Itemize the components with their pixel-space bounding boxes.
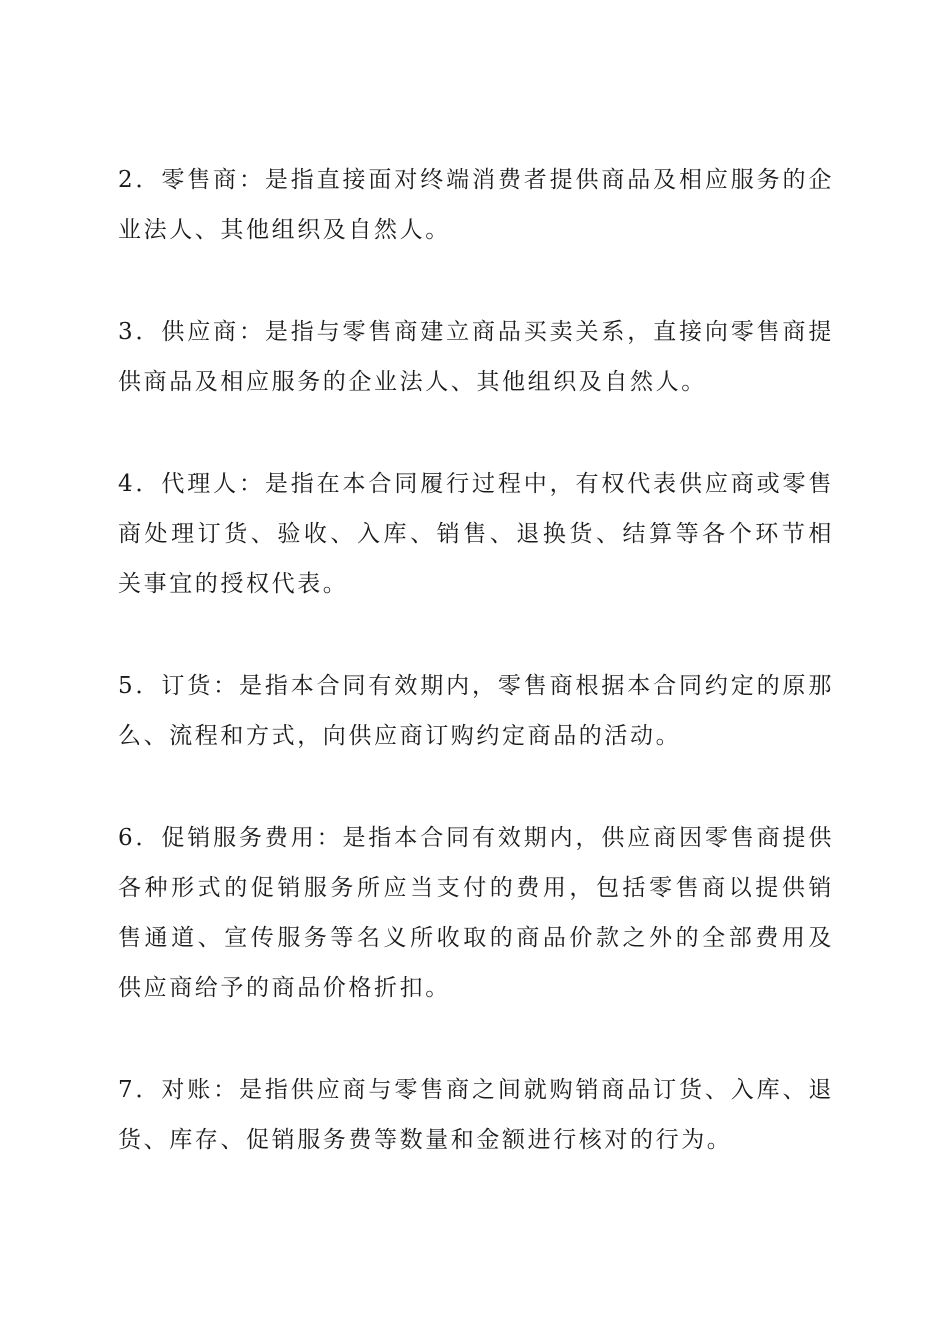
clause-list	[118, 155, 834, 1217]
clause-retailer-definition: 2．零售商：是指直接面对终端消费者提供商品及相应服务的企业法人、其他组织及自然人。	[118, 167, 834, 243]
clause-reconciliation-definition: 7．对账：是指供应商与零售商之间就购销商品订货、入库、退货、库存、促销服务费等数量和金额进行核对的行为。	[118, 1077, 834, 1153]
clause-promotion-fee-definition: 6．促销服务费用：是指本合同有效期内，供应商因零售商提供各种形式的促销服务所应当支付的费用，包括零售商以提供销售通道、宣传服务等名义所收取的商品价款之外的全部费用及供应商给予的商品价格折扣。	[118, 825, 834, 1001]
clause-agent-definition: 4．代理人：是指在本合同履行过程中，有权代表供应商或零售商处理订货、验收、入库、销售、退换货、结算等各个环节相关事宜的授权代表。	[118, 471, 834, 597]
clause-ordering-definition: 5．订货：是指本合同有效期内，零售商根据本合同约定的原那么、流程和方式，向供应商订购约定商品的活动。	[118, 673, 834, 749]
clause-supplier-definition: 3．供应商：是指与零售商建立商品买卖关系，直接向零售商提供商品及相应服务的企业法人、其他组织及自然人。	[118, 319, 834, 395]
